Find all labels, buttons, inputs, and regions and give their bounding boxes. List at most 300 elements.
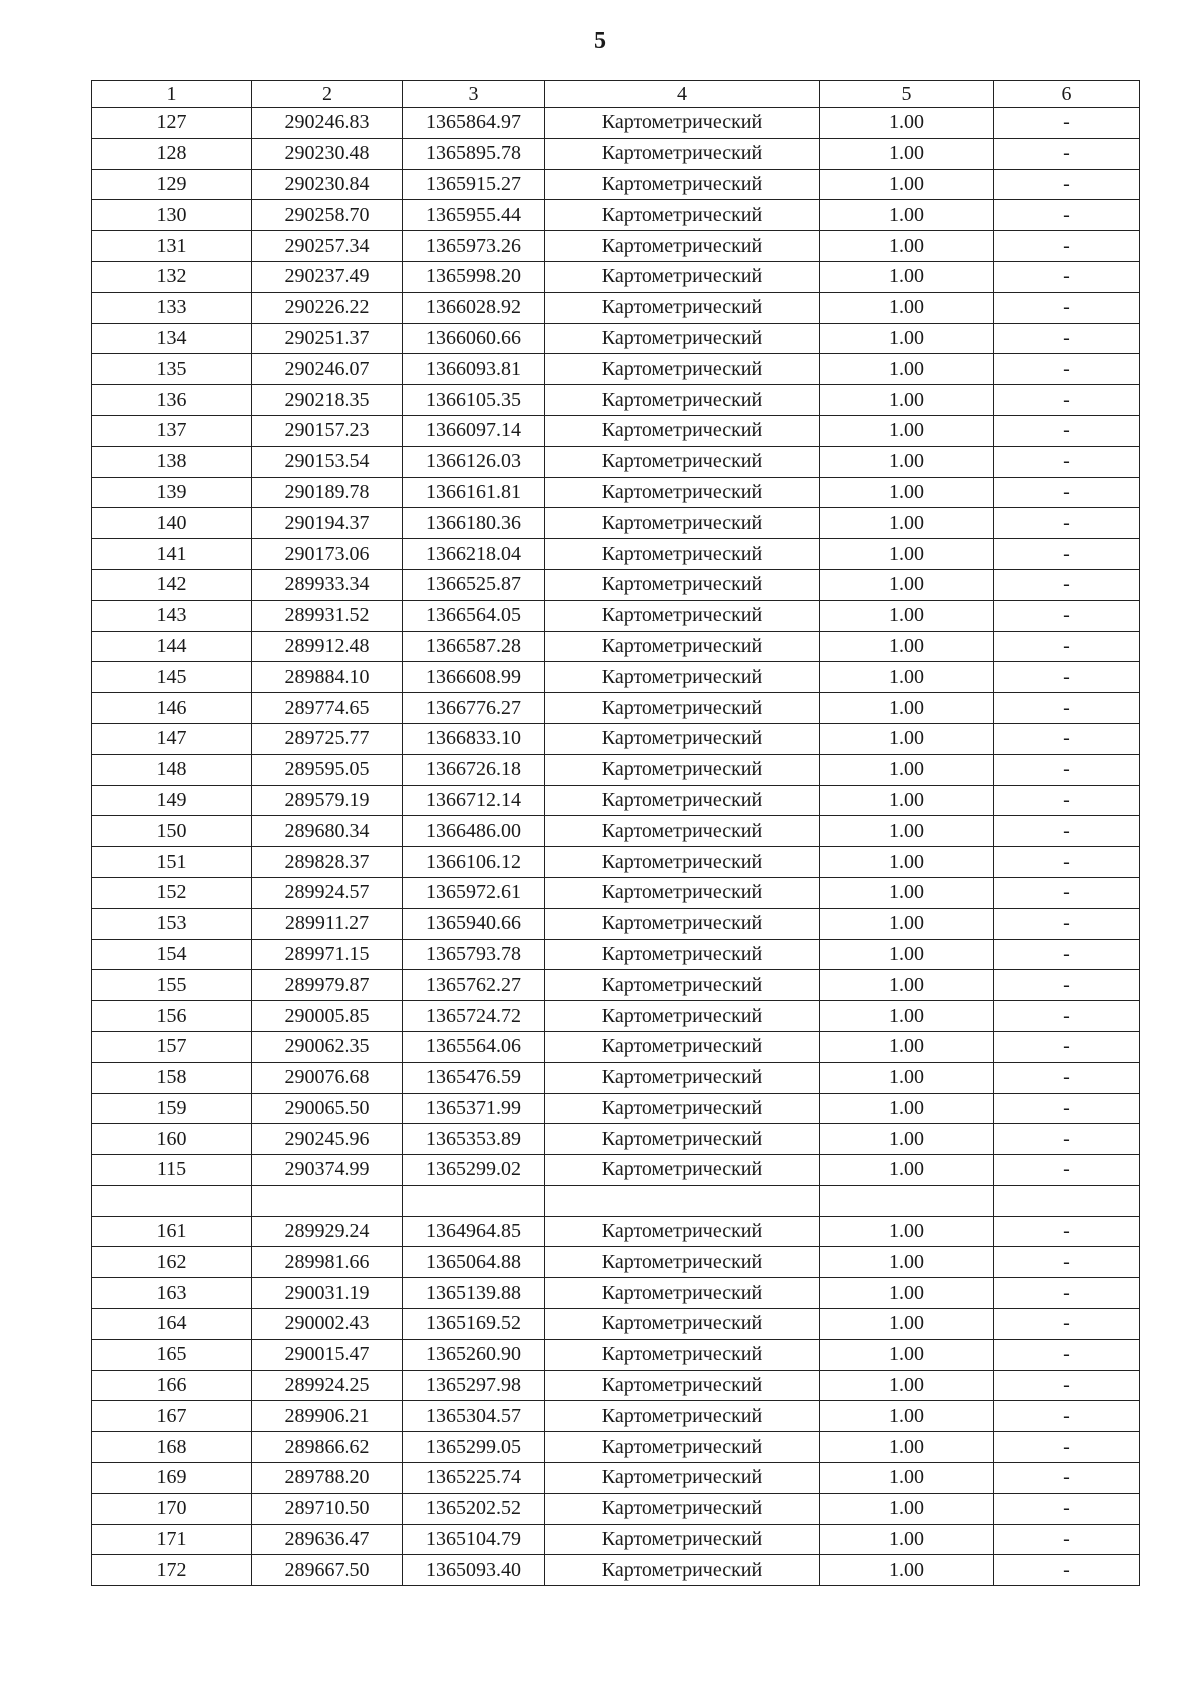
table-row [92, 1247, 1140, 1278]
x-coordinate-cell: 289579.19 [252, 785, 403, 816]
table-row [92, 631, 1140, 662]
point-number-cell: 137 [92, 415, 252, 446]
table-row [92, 970, 1140, 1001]
method-cell: Картометрический [545, 693, 820, 724]
table-row [92, 723, 1140, 754]
y-coordinate-cell: 1365299.05 [403, 1432, 545, 1463]
x-coordinate-cell: 289911.27 [252, 908, 403, 939]
y-coordinate-cell: 1365093.40 [403, 1555, 545, 1586]
note-cell: - [994, 292, 1140, 323]
note-cell: - [994, 261, 1140, 292]
x-coordinate-cell: 290065.50 [252, 1093, 403, 1124]
header-cell: 1 [92, 81, 252, 108]
x-coordinate-cell: 289981.66 [252, 1247, 403, 1278]
note-cell: - [994, 1493, 1140, 1524]
x-coordinate-cell: 290189.78 [252, 477, 403, 508]
method-cell: Картометрический [545, 939, 820, 970]
note-cell: - [994, 323, 1140, 354]
y-coordinate-cell: 1365895.78 [403, 138, 545, 169]
x-coordinate-cell: 289906.21 [252, 1401, 403, 1432]
note-cell: - [994, 138, 1140, 169]
point-number-cell [92, 1185, 252, 1216]
x-coordinate-cell: 290230.48 [252, 138, 403, 169]
x-coordinate-cell: 290157.23 [252, 415, 403, 446]
accuracy-cell: 1.00 [820, 1309, 994, 1340]
note-cell [994, 1185, 1140, 1216]
x-coordinate-cell: 290153.54 [252, 446, 403, 477]
method-cell: Картометрический [545, 508, 820, 539]
note-cell: - [994, 1031, 1140, 1062]
x-coordinate-cell: 289971.15 [252, 939, 403, 970]
y-coordinate-cell: 1365915.27 [403, 169, 545, 200]
accuracy-cell [820, 1185, 994, 1216]
y-coordinate-cell: 1366564.05 [403, 600, 545, 631]
method-cell: Картометрический [545, 847, 820, 878]
table-row [92, 877, 1140, 908]
method-cell: Картометрический [545, 662, 820, 693]
point-number-cell: 158 [92, 1062, 252, 1093]
accuracy-cell: 1.00 [820, 231, 994, 262]
accuracy-cell: 1.00 [820, 816, 994, 847]
accuracy-cell: 1.00 [820, 1062, 994, 1093]
table-row [92, 908, 1140, 939]
method-cell: Картометрический [545, 1370, 820, 1401]
method-cell: Картометрический [545, 1124, 820, 1155]
accuracy-cell: 1.00 [820, 1370, 994, 1401]
point-number-cell: 168 [92, 1432, 252, 1463]
point-number-cell: 142 [92, 569, 252, 600]
table-row [92, 385, 1140, 416]
accuracy-cell: 1.00 [820, 569, 994, 600]
accuracy-cell: 1.00 [820, 508, 994, 539]
method-cell: Картометрический [545, 385, 820, 416]
y-coordinate-cell: 1365260.90 [403, 1339, 545, 1370]
table-row [92, 754, 1140, 785]
point-number-cell: 115 [92, 1155, 252, 1186]
point-number-cell: 150 [92, 816, 252, 847]
header-cell: 4 [545, 81, 820, 108]
x-coordinate-cell: 290230.84 [252, 169, 403, 200]
table-row [92, 231, 1140, 262]
point-number-cell: 128 [92, 138, 252, 169]
note-cell: - [994, 1432, 1140, 1463]
note-cell: - [994, 1155, 1140, 1186]
point-number-cell: 159 [92, 1093, 252, 1124]
point-number-cell: 133 [92, 292, 252, 323]
x-coordinate-cell: 290226.22 [252, 292, 403, 323]
table-row [92, 1093, 1140, 1124]
point-number-cell: 132 [92, 261, 252, 292]
accuracy-cell: 1.00 [820, 754, 994, 785]
point-number-cell: 154 [92, 939, 252, 970]
coordinates-table [91, 80, 1140, 1586]
x-coordinate-cell: 289710.50 [252, 1493, 403, 1524]
accuracy-cell: 1.00 [820, 1247, 994, 1278]
y-coordinate-cell: 1365940.66 [403, 908, 545, 939]
accuracy-cell: 1.00 [820, 1524, 994, 1555]
method-cell: Картометрический [545, 539, 820, 570]
point-number-cell: 136 [92, 385, 252, 416]
y-coordinate-cell: 1365371.99 [403, 1093, 545, 1124]
x-coordinate-cell: 289725.77 [252, 723, 403, 754]
point-number-cell: 167 [92, 1401, 252, 1432]
x-coordinate-cell: 289931.52 [252, 600, 403, 631]
y-coordinate-cell: 1366776.27 [403, 693, 545, 724]
table-row [92, 261, 1140, 292]
note-cell: - [994, 693, 1140, 724]
accuracy-cell: 1.00 [820, 877, 994, 908]
table-row [92, 1555, 1140, 1586]
point-number-cell: 146 [92, 693, 252, 724]
table-row [92, 1309, 1140, 1340]
point-number-cell: 164 [92, 1309, 252, 1340]
method-cell: Картометрический [545, 1493, 820, 1524]
note-cell: - [994, 1216, 1140, 1247]
table-row [92, 1524, 1140, 1555]
method-cell: Картометрический [545, 1401, 820, 1432]
note-cell: - [994, 816, 1140, 847]
table-row [92, 569, 1140, 600]
table-row [92, 1185, 1140, 1216]
x-coordinate-cell: 289680.34 [252, 816, 403, 847]
table-row [92, 138, 1140, 169]
table-row [92, 354, 1140, 385]
note-cell: - [994, 1524, 1140, 1555]
y-coordinate-cell: 1366060.66 [403, 323, 545, 354]
x-coordinate-cell: 290062.35 [252, 1031, 403, 1062]
x-coordinate-cell: 290246.83 [252, 108, 403, 139]
method-cell: Картометрический [545, 1555, 820, 1586]
table-row [92, 1493, 1140, 1524]
point-number-cell: 151 [92, 847, 252, 878]
note-cell: - [994, 1001, 1140, 1032]
table-row [92, 200, 1140, 231]
note-cell: - [994, 385, 1140, 416]
header-cell: 2 [252, 81, 403, 108]
y-coordinate-cell: 1366106.12 [403, 847, 545, 878]
y-coordinate-cell: 1365793.78 [403, 939, 545, 970]
x-coordinate-cell: 289774.65 [252, 693, 403, 724]
note-cell: - [994, 754, 1140, 785]
x-coordinate-cell: 289924.57 [252, 877, 403, 908]
method-cell: Картометрический [545, 785, 820, 816]
method-cell: Картометрический [545, 261, 820, 292]
method-cell: Картометрический [545, 354, 820, 385]
accuracy-cell: 1.00 [820, 354, 994, 385]
note-cell: - [994, 1124, 1140, 1155]
x-coordinate-cell: 289636.47 [252, 1524, 403, 1555]
point-number-cell: 143 [92, 600, 252, 631]
method-cell: Картометрический [545, 1339, 820, 1370]
y-coordinate-cell: 1366608.99 [403, 662, 545, 693]
method-cell: Картометрический [545, 169, 820, 200]
x-coordinate-cell: 290173.06 [252, 539, 403, 570]
point-number-cell: 166 [92, 1370, 252, 1401]
y-coordinate-cell: 1366525.87 [403, 569, 545, 600]
x-coordinate-cell: 290374.99 [252, 1155, 403, 1186]
accuracy-cell: 1.00 [820, 1001, 994, 1032]
x-coordinate-cell: 290194.37 [252, 508, 403, 539]
accuracy-cell: 1.00 [820, 323, 994, 354]
note-cell: - [994, 508, 1140, 539]
note-cell: - [994, 569, 1140, 600]
note-cell: - [994, 1370, 1140, 1401]
note-cell: - [994, 723, 1140, 754]
x-coordinate-cell: 290246.07 [252, 354, 403, 385]
x-coordinate-cell: 290031.19 [252, 1278, 403, 1309]
x-coordinate-cell: 289667.50 [252, 1555, 403, 1586]
table-row [92, 600, 1140, 631]
method-cell: Картометрический [545, 1463, 820, 1494]
y-coordinate-cell: 1366587.28 [403, 631, 545, 662]
point-number-cell: 153 [92, 908, 252, 939]
y-coordinate-cell: 1365139.88 [403, 1278, 545, 1309]
y-coordinate-cell: 1365104.79 [403, 1524, 545, 1555]
note-cell: - [994, 1401, 1140, 1432]
table-row [92, 1370, 1140, 1401]
x-coordinate-cell: 290245.96 [252, 1124, 403, 1155]
y-coordinate-cell: 1366028.92 [403, 292, 545, 323]
y-coordinate-cell: 1366833.10 [403, 723, 545, 754]
accuracy-cell: 1.00 [820, 662, 994, 693]
accuracy-cell: 1.00 [820, 415, 994, 446]
y-coordinate-cell: 1365972.61 [403, 877, 545, 908]
x-coordinate-cell: 290257.34 [252, 231, 403, 262]
x-coordinate-cell: 289929.24 [252, 1216, 403, 1247]
accuracy-cell: 1.00 [820, 1493, 994, 1524]
y-coordinate-cell: 1366218.04 [403, 539, 545, 570]
method-cell: Картометрический [545, 754, 820, 785]
accuracy-cell: 1.00 [820, 1278, 994, 1309]
method-cell: Картометрический [545, 108, 820, 139]
accuracy-cell: 1.00 [820, 446, 994, 477]
method-cell: Картометрический [545, 569, 820, 600]
x-coordinate-cell: 290251.37 [252, 323, 403, 354]
note-cell: - [994, 939, 1140, 970]
table-row [92, 1339, 1140, 1370]
x-coordinate-cell: 290002.43 [252, 1309, 403, 1340]
note-cell: - [994, 970, 1140, 1001]
table-row [92, 1031, 1140, 1062]
x-coordinate-cell [252, 1185, 403, 1216]
accuracy-cell: 1.00 [820, 1155, 994, 1186]
table-header-row [92, 81, 1140, 108]
method-cell: Картометрический [545, 1216, 820, 1247]
accuracy-cell: 1.00 [820, 1463, 994, 1494]
accuracy-cell: 1.00 [820, 108, 994, 139]
table-row [92, 1062, 1140, 1093]
accuracy-cell: 1.00 [820, 292, 994, 323]
y-coordinate-cell: 1365564.06 [403, 1031, 545, 1062]
table-row [92, 539, 1140, 570]
y-coordinate-cell: 1366093.81 [403, 354, 545, 385]
y-coordinate-cell: 1365724.72 [403, 1001, 545, 1032]
point-number-cell: 170 [92, 1493, 252, 1524]
y-coordinate-cell: 1365169.52 [403, 1309, 545, 1340]
table-row [92, 508, 1140, 539]
y-coordinate-cell: 1366126.03 [403, 446, 545, 477]
table-row [92, 693, 1140, 724]
table-row [92, 108, 1140, 139]
note-cell: - [994, 1463, 1140, 1494]
table-row [92, 847, 1140, 878]
method-cell: Картометрический [545, 1001, 820, 1032]
note-cell: - [994, 1278, 1140, 1309]
x-coordinate-cell: 289979.87 [252, 970, 403, 1001]
y-coordinate-cell: 1364964.85 [403, 1216, 545, 1247]
method-cell [545, 1185, 820, 1216]
y-coordinate-cell: 1366712.14 [403, 785, 545, 816]
note-cell: - [994, 1339, 1140, 1370]
point-number-cell: 129 [92, 169, 252, 200]
accuracy-cell: 1.00 [820, 169, 994, 200]
y-coordinate-cell: 1365955.44 [403, 200, 545, 231]
method-cell: Картометрический [545, 446, 820, 477]
point-number-cell: 156 [92, 1001, 252, 1032]
point-number-cell: 149 [92, 785, 252, 816]
note-cell: - [994, 231, 1140, 262]
accuracy-cell: 1.00 [820, 200, 994, 231]
point-number-cell: 140 [92, 508, 252, 539]
note-cell: - [994, 1062, 1140, 1093]
accuracy-cell: 1.00 [820, 539, 994, 570]
x-coordinate-cell: 290005.85 [252, 1001, 403, 1032]
table-row [92, 1124, 1140, 1155]
y-coordinate-cell: 1365864.97 [403, 108, 545, 139]
accuracy-cell: 1.00 [820, 723, 994, 754]
method-cell: Картометрический [545, 631, 820, 662]
y-coordinate-cell: 1366486.00 [403, 816, 545, 847]
method-cell: Картометрический [545, 1155, 820, 1186]
y-coordinate-cell: 1365762.27 [403, 970, 545, 1001]
point-number-cell: 162 [92, 1247, 252, 1278]
x-coordinate-cell: 289924.25 [252, 1370, 403, 1401]
x-coordinate-cell: 289912.48 [252, 631, 403, 662]
table-row [92, 292, 1140, 323]
point-number-cell: 144 [92, 631, 252, 662]
note-cell: - [994, 600, 1140, 631]
method-cell: Картометрический [545, 1093, 820, 1124]
table-row [92, 1278, 1140, 1309]
y-coordinate-cell: 1365973.26 [403, 231, 545, 262]
accuracy-cell: 1.00 [820, 1555, 994, 1586]
accuracy-cell: 1.00 [820, 908, 994, 939]
y-coordinate-cell: 1366161.81 [403, 477, 545, 508]
point-number-cell: 141 [92, 539, 252, 570]
note-cell: - [994, 908, 1140, 939]
y-coordinate-cell: 1366726.18 [403, 754, 545, 785]
y-coordinate-cell: 1365225.74 [403, 1463, 545, 1494]
table-row [92, 1463, 1140, 1494]
method-cell: Картометрический [545, 138, 820, 169]
x-coordinate-cell: 290258.70 [252, 200, 403, 231]
y-coordinate-cell: 1365299.02 [403, 1155, 545, 1186]
y-coordinate-cell: 1365304.57 [403, 1401, 545, 1432]
point-number-cell: 161 [92, 1216, 252, 1247]
method-cell: Картометрический [545, 970, 820, 1001]
accuracy-cell: 1.00 [820, 1093, 994, 1124]
accuracy-cell: 1.00 [820, 1124, 994, 1155]
y-coordinate-cell: 1366105.35 [403, 385, 545, 416]
table-row [92, 323, 1140, 354]
point-number-cell: 160 [92, 1124, 252, 1155]
note-cell: - [994, 477, 1140, 508]
point-number-cell: 135 [92, 354, 252, 385]
y-coordinate-cell: 1365998.20 [403, 261, 545, 292]
point-number-cell: 138 [92, 446, 252, 477]
accuracy-cell: 1.00 [820, 138, 994, 169]
header-cell: 5 [820, 81, 994, 108]
method-cell: Картометрический [545, 1309, 820, 1340]
note-cell: - [994, 446, 1140, 477]
method-cell: Картометрический [545, 600, 820, 631]
table-row [92, 816, 1140, 847]
note-cell: - [994, 1309, 1140, 1340]
point-number-cell: 155 [92, 970, 252, 1001]
accuracy-cell: 1.00 [820, 693, 994, 724]
point-number-cell: 157 [92, 1031, 252, 1062]
note-cell: - [994, 415, 1140, 446]
accuracy-cell: 1.00 [820, 1339, 994, 1370]
point-number-cell: 148 [92, 754, 252, 785]
note-cell: - [994, 169, 1140, 200]
method-cell: Картометрический [545, 1031, 820, 1062]
method-cell: Картометрический [545, 877, 820, 908]
method-cell: Картометрический [545, 1247, 820, 1278]
accuracy-cell: 1.00 [820, 785, 994, 816]
point-number-cell: 134 [92, 323, 252, 354]
table-row [92, 446, 1140, 477]
y-coordinate-cell: 1365476.59 [403, 1062, 545, 1093]
note-cell: - [994, 631, 1140, 662]
accuracy-cell: 1.00 [820, 600, 994, 631]
point-number-cell: 131 [92, 231, 252, 262]
x-coordinate-cell: 289788.20 [252, 1463, 403, 1494]
method-cell: Картометрический [545, 816, 820, 847]
y-coordinate-cell: 1366097.14 [403, 415, 545, 446]
accuracy-cell: 1.00 [820, 477, 994, 508]
point-number-cell: 163 [92, 1278, 252, 1309]
point-number-cell: 127 [92, 108, 252, 139]
x-coordinate-cell: 289828.37 [252, 847, 403, 878]
method-cell: Картометрический [545, 723, 820, 754]
note-cell: - [994, 1247, 1140, 1278]
table-body [92, 108, 1140, 1586]
table-row [92, 415, 1140, 446]
table-row [92, 477, 1140, 508]
table-row [92, 169, 1140, 200]
point-number-cell: 139 [92, 477, 252, 508]
x-coordinate-cell: 290076.68 [252, 1062, 403, 1093]
accuracy-cell: 1.00 [820, 970, 994, 1001]
table-row [92, 785, 1140, 816]
point-number-cell: 152 [92, 877, 252, 908]
accuracy-cell: 1.00 [820, 631, 994, 662]
method-cell: Картометрический [545, 1432, 820, 1463]
x-coordinate-cell: 289595.05 [252, 754, 403, 785]
note-cell: - [994, 877, 1140, 908]
note-cell: - [994, 200, 1140, 231]
method-cell: Картометрический [545, 908, 820, 939]
method-cell: Картометрический [545, 323, 820, 354]
note-cell: - [994, 785, 1140, 816]
x-coordinate-cell: 290237.49 [252, 261, 403, 292]
page-number: 5 [594, 28, 606, 54]
note-cell: - [994, 1093, 1140, 1124]
x-coordinate-cell: 290015.47 [252, 1339, 403, 1370]
method-cell: Картометрический [545, 231, 820, 262]
y-coordinate-cell: 1365064.88 [403, 1247, 545, 1278]
